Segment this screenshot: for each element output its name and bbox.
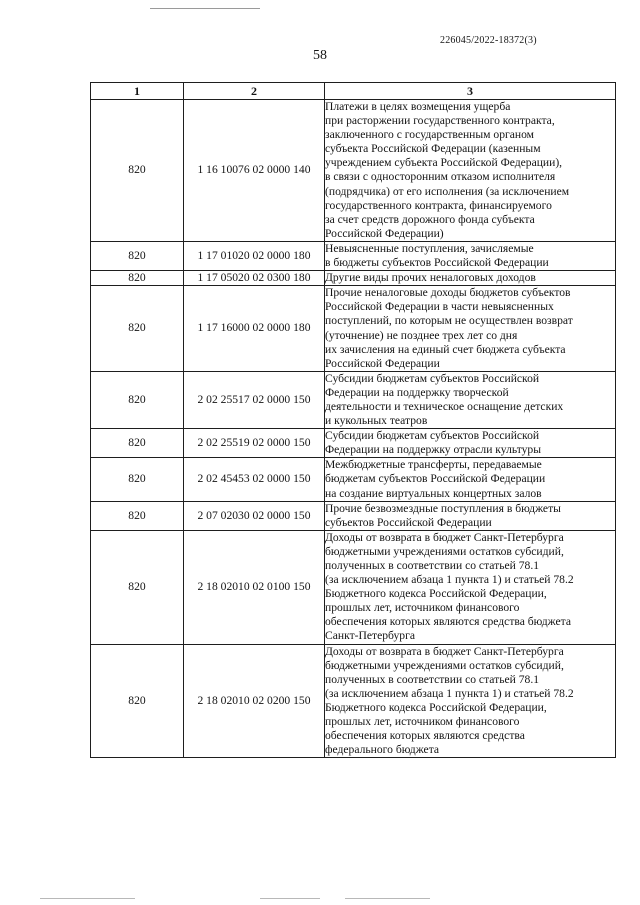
admin-code-cell: 820 (91, 429, 184, 458)
revenue-name-line: бюджетными учреждениями остатков субсидий, (325, 658, 564, 672)
revenue-name-line: Доходы от возврата в бюджет Санкт-Петербурга (325, 644, 564, 658)
table-row (91, 371, 616, 428)
revenue-name-line: (за исключением абзаца 1 пункта 1) и статьей 78.2 (325, 686, 574, 700)
budget-classification-code-cell: 2 02 25519 02 0000 150 (184, 429, 325, 458)
budget-classification-code-cell: 2 02 45453 02 0000 150 (184, 458, 325, 501)
revenue-name-line: федерального бюджета (325, 743, 440, 757)
revenue-name-line: Российской Федерации в части невыясненных (325, 300, 554, 314)
revenue-name-cell (325, 644, 616, 758)
budget-classification-code-cell: 2 07 02030 02 0000 150 (184, 501, 325, 530)
scan-artifact-bottom-line (260, 898, 320, 899)
table-row (91, 501, 616, 530)
revenue-name-line: Субсидии бюджетам субъектов Российской (325, 371, 540, 385)
revenue-name-line: при расторжении государственного контракта, (325, 114, 555, 128)
budget-classification-code-cell: 1 16 10076 02 0000 140 (184, 100, 325, 242)
revenue-name-line: Субсидии бюджетам субъектов Российской (325, 429, 540, 443)
revenue-name-line: бюджетам субъектов Российской Федерации (325, 472, 546, 486)
admin-code-cell: 820 (91, 286, 184, 372)
budget-revenue-table (90, 82, 616, 758)
budget-classification-code-cell: 2 18 02010 02 0100 150 (184, 530, 325, 644)
revenue-name-cell (325, 100, 616, 242)
revenue-name-line: Другие виды прочих неналоговых доходов (325, 271, 536, 285)
budget-classification-code-cell: 2 18 02010 02 0200 150 (184, 644, 325, 758)
revenue-name-line: Российской Федерации) (325, 226, 444, 240)
budget-classification-code-cell: 1 17 16000 02 0000 180 (184, 286, 325, 372)
revenue-name-line: учреждением субъекта Российской Федерации), (325, 156, 563, 170)
revenue-name-cell (325, 530, 616, 644)
header-col-3: 3 (325, 83, 616, 100)
revenue-name-cell (325, 271, 616, 286)
scan-artifact-bottom-line (345, 898, 430, 899)
revenue-name-line: их зачисления на единый счет бюджета субъекта (325, 342, 566, 356)
revenue-name-line: Бюджетного кодекса Российской Федерации, (325, 700, 547, 714)
table-header-row (91, 83, 616, 100)
scan-artifact-top-line (150, 8, 260, 9)
table-row (91, 100, 616, 242)
table-body (91, 100, 616, 758)
table-row (91, 644, 616, 758)
budget-classification-code-cell: 1 17 01020 02 0000 180 (184, 241, 325, 270)
revenue-name-line: бюджетными учреждениями остатков субсидий, (325, 544, 564, 558)
revenue-name-line: государственного контракта, финансируемого (325, 198, 552, 212)
revenue-name-line: поступлений, по которым не осуществлен возврат (325, 314, 573, 328)
revenue-name-cell (325, 371, 616, 428)
revenue-name-line: (подрядчика) от его исполнения (за исключением (325, 184, 570, 198)
revenue-name-line: за счет средств дорожного фонда субъекта (325, 212, 535, 226)
table-row (91, 241, 616, 270)
revenue-name-line: Федерации на поддержку творческой (325, 385, 509, 399)
revenue-name-line: и кукольных театров (325, 414, 428, 428)
revenue-name-line: (за исключением абзаца 1 пункта 1) и статьей 78.2 (325, 573, 574, 587)
budget-classification-code-cell: 2 02 25517 02 0000 150 (184, 371, 325, 428)
admin-code-cell: 820 (91, 271, 184, 286)
admin-code-cell: 820 (91, 371, 184, 428)
table-row (91, 458, 616, 501)
revenue-name-line: полученных в соответствии со статьей 78.1 (325, 559, 540, 572)
revenue-name-cell (325, 429, 616, 458)
revenue-name-line: субъектов Российской Федерации (325, 515, 492, 529)
budget-classification-code-cell: 1 17 05020 02 0300 180 (184, 271, 325, 286)
revenue-name-line: Платежи в целях возмещения ущерба (325, 100, 511, 113)
revenue-name-line: прошлых лет, источником финансового (325, 715, 520, 729)
revenue-name-line: Невыясненные поступления, зачисляемые (325, 241, 534, 255)
admin-code-cell: 820 (91, 530, 184, 644)
document-number: 226045/2022-18372(3) (440, 35, 537, 46)
revenue-name-line: деятельности и техническое оснащение детских (325, 399, 564, 413)
revenue-name-line: прошлых лет, источником финансового (325, 601, 520, 615)
table-row (91, 271, 616, 286)
admin-code-cell: 820 (91, 644, 184, 758)
revenue-name-cell (325, 286, 616, 372)
revenue-name-cell (325, 458, 616, 501)
admin-code-cell: 820 (91, 458, 184, 501)
revenue-name-line: обеспечения которых являются средства бюджета (325, 615, 571, 629)
revenue-name-line: Федерации на поддержку отрасли культуры (325, 443, 541, 457)
header-col-1: 1 (91, 83, 184, 100)
admin-code-cell: 820 (91, 100, 184, 242)
header-col-2: 2 (184, 83, 325, 100)
table-row (91, 286, 616, 372)
revenue-name-line: обеспечения которых являются средства (325, 729, 525, 743)
revenue-name-line: заключенного с государственным органом (325, 128, 535, 142)
revenue-name-cell (325, 501, 616, 530)
admin-code-cell: 820 (91, 501, 184, 530)
revenue-name-line: Доходы от возврата в бюджет Санкт-Петербурга (325, 530, 564, 544)
revenue-name-line: Российской Федерации (325, 356, 440, 370)
revenue-name-line: Межбюджетные трансферты, передаваемые (325, 458, 542, 472)
revenue-name-cell (325, 241, 616, 270)
table-row (91, 429, 616, 458)
revenue-name-line: Прочие безвозмездные поступления в бюджеты (325, 501, 561, 515)
revenue-name-line: субъекта Российской Федерации (казенным (325, 142, 541, 156)
revenue-name-line: на создание виртуальных концертных залов (325, 486, 542, 500)
revenue-name-line: (уточнение) не позднее трех лет со дня (325, 328, 518, 342)
revenue-name-line: Бюджетного кодекса Российской Федерации, (325, 587, 547, 601)
admin-code-cell: 820 (91, 241, 184, 270)
revenue-name-line: в связи с односторонним отказом исполнителя (325, 170, 556, 184)
revenue-name-line: Прочие неналоговые доходы бюджетов субъектов (325, 286, 571, 300)
revenue-name-line: в бюджеты субъектов Российской Федерации (325, 256, 549, 270)
revenue-name-line: полученных в соответствии со статьей 78.1 (325, 672, 540, 686)
scan-artifact-bottom-line (40, 898, 135, 899)
page-number: 58 (313, 48, 327, 63)
table-row (91, 530, 616, 644)
revenue-name-line: Санкт-Петербурга (325, 629, 415, 643)
